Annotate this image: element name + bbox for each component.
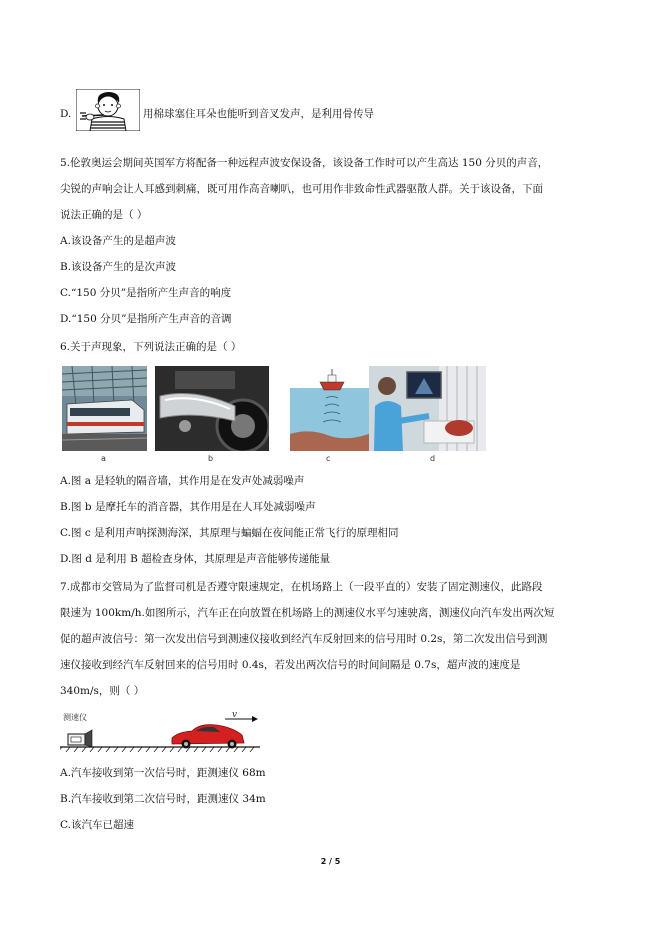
- q5-option-a: A.该设备产生的是超声波: [60, 235, 176, 247]
- q5-option-d: D.“150 分贝”是指所产生声音的音调: [60, 313, 232, 325]
- q5-option-c: C.“150 分贝”是指所产生声音的响度: [60, 287, 232, 299]
- q5-stem-line-2: 尖锐的声响会让人耳感到刺痛，既可用作高音喇叭，也可用作非致命性武器驱散人群。关于该设备，下面: [60, 183, 543, 195]
- speed-radar-figure: [60, 707, 260, 753]
- motorcycle-muffler-photo: [155, 366, 269, 451]
- q4-option-d-text: 用棉球塞住耳朵也能听到音叉发声，是利用骨传导: [143, 108, 374, 120]
- image-a-label: a: [101, 454, 106, 463]
- q7-stem-line-4: 速仪接收到经汽车反射回来的信号用时 0.4s，若发出两次信号的时间间隔是 0.7s，超声波的速度是: [60, 659, 521, 671]
- person-listening-with-cotton-in-ears-icon: [76, 89, 140, 131]
- q7-stem-line-2: 限速为 100km/h.如图所示，汽车正在向放置在机场路上的测速仪水平匀速驶离，测速仪向汽车发出两次短: [60, 607, 555, 619]
- image-b-label: b: [208, 454, 214, 463]
- speed-radar-label: 测速仪: [63, 713, 87, 722]
- q7-stem-line-3: 促的超声波信号：第一次发出信号到测速仪接收到经汽车反射回来的信号用时 0.2s，第二次发出信号到测: [60, 633, 548, 645]
- q7-option-b: B.汽车接收到第二次信号时，距测速仪 34m: [60, 793, 266, 805]
- q7-stem-line-1: 7.成都市交管局为了监督司机是否遵守限速规定，在机场路上（一段平直的）安装了固定测速仪，此路段: [60, 581, 543, 593]
- q4-option-d-label: D.: [60, 108, 72, 120]
- q6-option-d: D.图 d 是利用 B 超检查身体，其原理是声音能够传递能量: [60, 553, 331, 565]
- q6-option-b: B.图 b 是摩托车的消音器，其作用是在人耳处减弱噪声: [60, 501, 316, 513]
- q7-option-a: A.汽车接收到第一次信号时，距测速仪 68m: [60, 767, 266, 779]
- q6-option-c: C.图 c 是利用声呐探测海深，其原理与蝙蝠在夜间能正常飞行的原理相同: [60, 527, 399, 539]
- q7-stem-line-5: 340m/s，则（ ）: [60, 685, 145, 697]
- q5-option-b: B.该设备产生的是次声波: [60, 261, 177, 273]
- q6-stem: 6.关于声现象，下列说法正确的是（ ）: [60, 341, 242, 353]
- sonar-sea-depth-photo: [290, 366, 374, 451]
- page-number: 2 / 5: [320, 857, 341, 866]
- b-ultrasound-exam-photo: [369, 366, 486, 451]
- velocity-label: v: [232, 710, 238, 720]
- light-rail-sound-barrier-photo: [62, 366, 147, 451]
- image-c-label: c: [326, 454, 331, 463]
- q7-option-c: C.该汽车已超速: [60, 819, 134, 831]
- q5-stem-line-1: 5.伦敦奥运会期间英国军方将配备一种远程声波安保设备，该设备工作时可以产生高达 150 分贝的声音，: [60, 157, 549, 169]
- q6-option-a: A.图 a 是轻轨的隔音墙，其作用是在发声处减弱噪声: [60, 475, 305, 487]
- q5-stem-line-3: 说法正确的是（ ）: [60, 209, 148, 221]
- image-d-label: d: [430, 454, 436, 463]
